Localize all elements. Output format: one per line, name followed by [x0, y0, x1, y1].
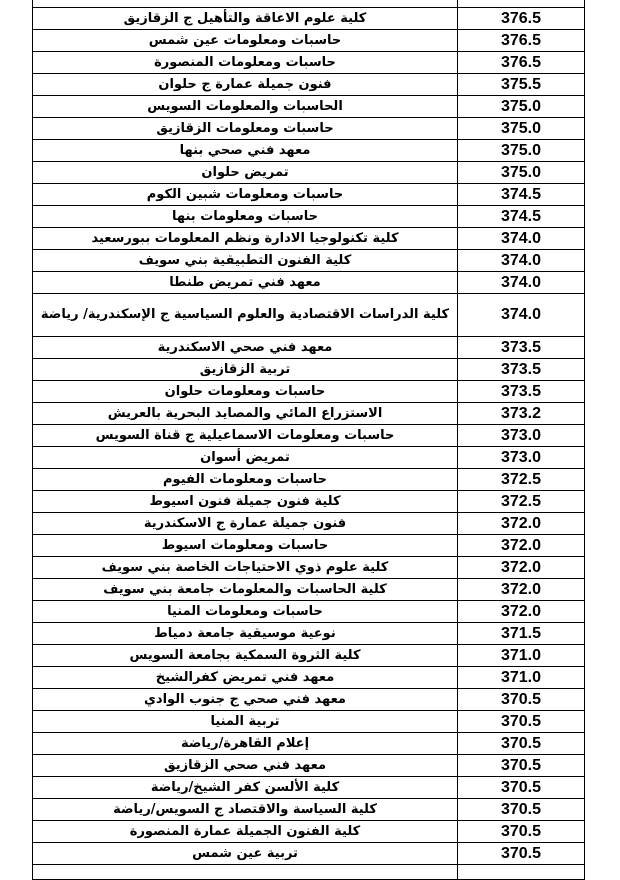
table-row: [33, 403, 585, 425]
minimum-score-cell: 370.5: [458, 821, 585, 843]
table-row: [33, 777, 585, 799]
college-name-cell: كلية علوم ذوي الاحتياجات الخاصة بني سويف: [33, 557, 458, 579]
college-name-cell: كلية الفنون الجميلة عمارة المنصورة: [33, 821, 458, 843]
college-name-cell: فنون جميلة عمارة ج حلوان: [33, 74, 458, 96]
college-name-cell: حاسبات ومعلومات الفيوم: [33, 469, 458, 491]
minimum-score-cell: 370.5: [458, 777, 585, 799]
college-name-cell: إعلام القاهرة/رياضة: [33, 733, 458, 755]
table-row: [33, 184, 585, 206]
table-row: [33, 337, 585, 359]
college-name-cell: كلية الحاسبات والمعلومات جامعة بني سويف: [33, 579, 458, 601]
college-name-cell: كلية الفنون التطبيقية بني سويف: [33, 250, 458, 272]
admission-scores-sheet: [32, 0, 584, 880]
table-row: [33, 118, 585, 140]
minimum-score-cell: [458, 0, 585, 8]
table-row: [33, 272, 585, 294]
table-row: [33, 52, 585, 74]
college-name-cell: حاسبات ومعلومات حلوان: [33, 381, 458, 403]
minimum-score-cell: 370.5: [458, 733, 585, 755]
college-name-cell: معهد فني صحي بنها: [33, 140, 458, 162]
college-name-cell: كلية السياسة والاقتصاد ج السويس/رياضة: [33, 799, 458, 821]
table-row: [33, 623, 585, 645]
minimum-score-cell: 374.5: [458, 184, 585, 206]
table-body: [33, 0, 585, 880]
minimum-score-cell: 375.0: [458, 118, 585, 140]
college-name-cell: معهد فني صحي ج جنوب الوادي: [33, 689, 458, 711]
minimum-score-cell: 376.5: [458, 30, 585, 52]
minimum-score-cell: 375.0: [458, 162, 585, 184]
minimum-score-cell: 370.5: [458, 689, 585, 711]
college-name-cell: حاسبات ومعلومات الزقازيق: [33, 118, 458, 140]
college-name-cell: [33, 0, 458, 8]
table-row: [33, 821, 585, 843]
minimum-score-cell: 371.5: [458, 623, 585, 645]
minimum-score-cell: 375.5: [458, 74, 585, 96]
college-name-cell: حاسبات ومعلومات بنها: [33, 206, 458, 228]
college-name-cell: فنون جميلة عمارة ج الاسكندرية: [33, 513, 458, 535]
college-name-cell: حاسبات ومعلومات عين شمس: [33, 30, 458, 52]
minimum-score-cell: 370.5: [458, 755, 585, 777]
college-name-cell: كلية الألسن كفر الشيخ/رياضة: [33, 777, 458, 799]
table-row: [33, 535, 585, 557]
college-name-cell: معهد فني صحي الاسكندرية: [33, 337, 458, 359]
table-row: [33, 250, 585, 272]
table-row: [33, 228, 585, 250]
minimum-score-cell: 370.5: [458, 711, 585, 733]
college-name-cell: حاسبات ومعلومات الاسماعيلية ج قناة السويس: [33, 425, 458, 447]
table-row: [33, 557, 585, 579]
college-name-cell: حاسبات ومعلومات شبين الكوم: [33, 184, 458, 206]
college-name-cell: نوعية موسيقية جامعة دمياط: [33, 623, 458, 645]
minimum-score-cell: 372.0: [458, 513, 585, 535]
college-name-cell: كلية تكنولوجيا الادارة ونظم المعلومات ببورسعيد: [33, 228, 458, 250]
table-row: [33, 381, 585, 403]
table-row: [33, 30, 585, 52]
minimum-score-cell: 372.5: [458, 491, 585, 513]
college-name-cell: تربية الزقازيق: [33, 359, 458, 381]
table-row: [33, 469, 585, 491]
minimum-score-cell: 374.0: [458, 228, 585, 250]
table-row: [33, 689, 585, 711]
table-row: [33, 359, 585, 381]
college-name-cell: [33, 865, 458, 880]
table-row: [33, 447, 585, 469]
table-row: [33, 513, 585, 535]
college-name-cell: تربية عين شمس: [33, 843, 458, 865]
minimum-score-cell: 373.5: [458, 359, 585, 381]
minimum-score-cell: [458, 865, 585, 880]
college-name-cell: كلية الدراسات الاقتصادية والعلوم السياسية ج الإسكندرية/ رياضة: [33, 294, 458, 337]
table-row: [33, 425, 585, 447]
table-row: [33, 755, 585, 777]
table-row: [33, 865, 585, 880]
table-row: [33, 645, 585, 667]
table-row: [33, 74, 585, 96]
admission-scores-table: [32, 0, 585, 880]
minimum-score-cell: 371.0: [458, 667, 585, 689]
table-row: [33, 601, 585, 623]
college-name-cell: كلية الثروة السمكية بجامعة السويس: [33, 645, 458, 667]
college-name-cell: تربية المنيا: [33, 711, 458, 733]
table-row: [33, 8, 585, 30]
minimum-score-cell: 374.5: [458, 206, 585, 228]
minimum-score-cell: 375.0: [458, 96, 585, 118]
college-name-cell: تمريض حلوان: [33, 162, 458, 184]
minimum-score-cell: 372.0: [458, 579, 585, 601]
college-name-cell: كلية فنون جميلة فنون اسيوط: [33, 491, 458, 513]
minimum-score-cell: 372.5: [458, 469, 585, 491]
minimum-score-cell: 374.0: [458, 250, 585, 272]
table-row: [33, 579, 585, 601]
minimum-score-cell: 370.5: [458, 799, 585, 821]
table-row: [33, 140, 585, 162]
college-name-cell: الحاسبات والمعلومات السويس: [33, 96, 458, 118]
table-row: [33, 491, 585, 513]
college-name-cell: الاستزراع المائي والمصايد البحرية بالعريش: [33, 403, 458, 425]
college-name-cell: معهد فني تمريض كفرالشيخ: [33, 667, 458, 689]
college-name-cell: حاسبات ومعلومات المنيا: [33, 601, 458, 623]
college-name-cell: حاسبات ومعلومات اسيوط: [33, 535, 458, 557]
minimum-score-cell: 372.0: [458, 535, 585, 557]
minimum-score-cell: 371.0: [458, 645, 585, 667]
table-row: [33, 96, 585, 118]
table-row: [33, 711, 585, 733]
table-row: [33, 667, 585, 689]
table-row: [33, 799, 585, 821]
minimum-score-cell: 373.5: [458, 337, 585, 359]
minimum-score-cell: 372.0: [458, 601, 585, 623]
minimum-score-cell: 376.5: [458, 8, 585, 30]
table-row: [33, 162, 585, 184]
minimum-score-cell: 375.0: [458, 140, 585, 162]
minimum-score-cell: 373.0: [458, 447, 585, 469]
minimum-score-cell: 370.5: [458, 843, 585, 865]
table-row: [33, 206, 585, 228]
minimum-score-cell: 374.0: [458, 294, 585, 337]
minimum-score-cell: 374.0: [458, 272, 585, 294]
table-row: [33, 0, 585, 8]
minimum-score-cell: 373.2: [458, 403, 585, 425]
minimum-score-cell: 373.5: [458, 381, 585, 403]
minimum-score-cell: 372.0: [458, 557, 585, 579]
table-row: [33, 843, 585, 865]
table-row: [33, 294, 585, 337]
minimum-score-cell: 373.0: [458, 425, 585, 447]
college-name-cell: حاسبات ومعلومات المنصورة: [33, 52, 458, 74]
minimum-score-cell: 376.5: [458, 52, 585, 74]
table-row: [33, 733, 585, 755]
college-name-cell: تمريض أسوان: [33, 447, 458, 469]
college-name-cell: كلية علوم الاعاقة والتأهيل ج الزقازيق: [33, 8, 458, 30]
college-name-cell: معهد فني صحي الزقازيق: [33, 755, 458, 777]
college-name-cell: معهد فني تمريض طنطا: [33, 272, 458, 294]
